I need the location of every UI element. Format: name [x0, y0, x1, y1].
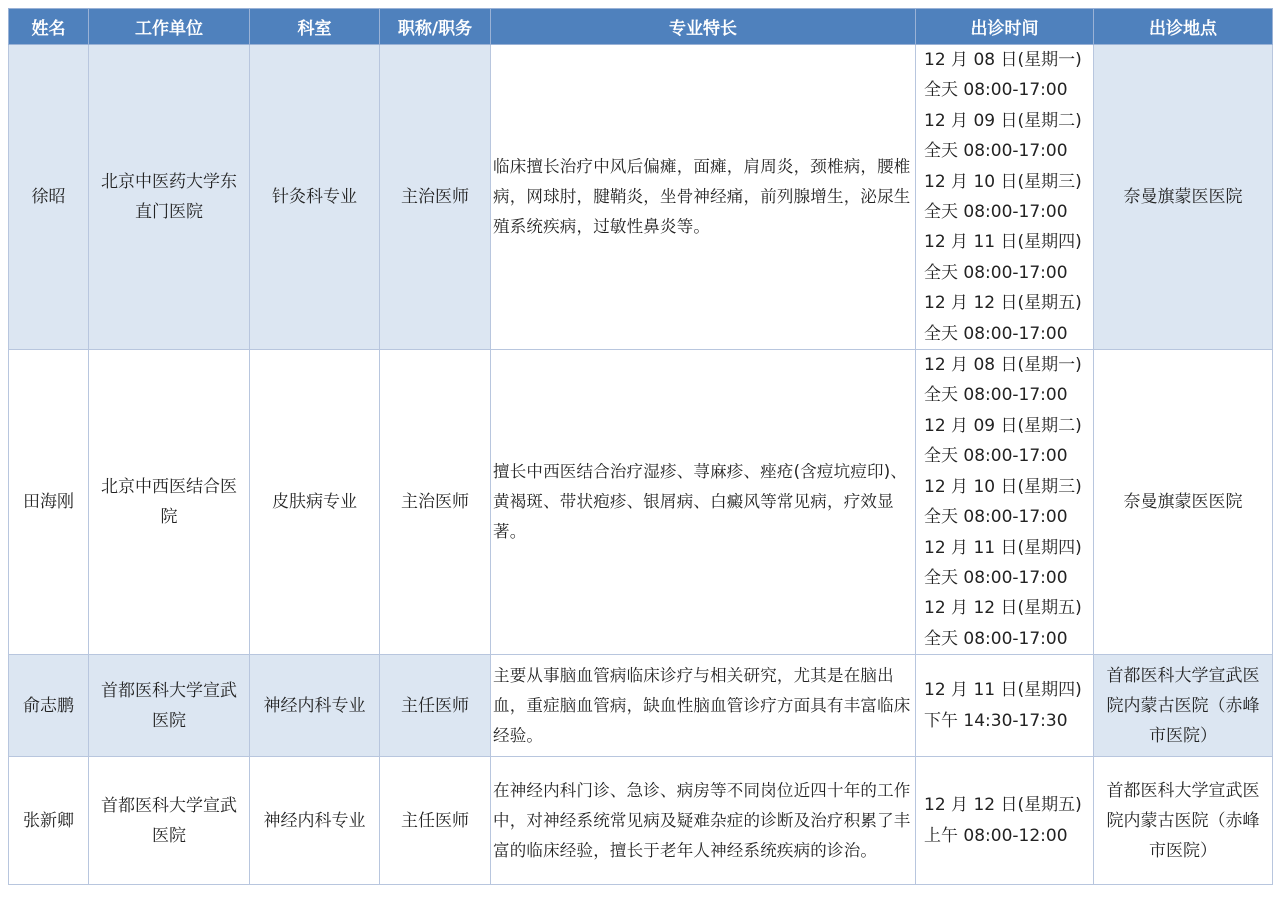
doctor-schedule	[916, 350, 1094, 655]
doctor-title: 主治医师	[380, 350, 491, 655]
doctor-department: 神经内科专业	[250, 757, 380, 885]
doctor-schedule	[916, 655, 1094, 757]
header-specialty: 专业特长	[491, 9, 916, 45]
schedule-line: 12 月 10 日(星期三)	[924, 171, 1082, 192]
schedule-line: 12 月 11 日(星期四)	[924, 537, 1082, 558]
schedule-line: 12 月 12 日(星期五)	[924, 293, 1082, 314]
doctor-location: 奈曼旗蒙医医院	[1094, 45, 1273, 350]
doctor-department: 针灸科专业	[250, 45, 380, 350]
schedule-line: 12 月 09 日(星期二)	[924, 415, 1082, 436]
schedule-line: 全天 08:00-17:00	[924, 262, 1068, 283]
schedule-line: 全天 08:00-17:00	[924, 202, 1068, 223]
header-unit: 工作单位	[89, 9, 250, 45]
doctor-department: 神经内科专业	[250, 655, 380, 757]
doctor-specialty: 临床擅长治疗中风后偏瘫，面瘫，肩周炎，颈椎病，腰椎病，网球肘，腱鞘炎，坐骨神经痛，前列腺增生，泌尿生殖系统疾病，过敏性鼻炎等。	[491, 45, 916, 350]
doctor-unit: 首都医科大学宣武医院	[89, 655, 250, 757]
doctor-schedule	[916, 757, 1094, 885]
schedule-line: 全天 08:00-17:00	[924, 628, 1068, 649]
schedule-line: 全天 08:00-17:00	[924, 385, 1068, 406]
doctor-title: 主治医师	[380, 45, 491, 350]
header-name: 姓名	[9, 9, 89, 45]
schedule-line: 全天 08:00-17:00	[924, 567, 1068, 588]
schedule-line: 全天 08:00-17:00	[924, 507, 1068, 528]
schedule-line: 全天 08:00-17:00	[924, 446, 1068, 467]
doctor-name: 张新卿	[9, 757, 89, 885]
doctor-unit: 北京中医药大学东直门医院	[89, 45, 250, 350]
doctor-schedule	[916, 45, 1094, 350]
schedule-line: 全天 08:00-17:00	[924, 141, 1068, 162]
table-header-row	[9, 9, 1273, 45]
doctor-specialty: 在神经内科门诊、急诊、病房等不同岗位近四十年的工作中，对神经系统常见病及疑难杂症的诊断及治疗积累了丰富的临床经验，擅长于老年人神经系统疾病的诊治。	[491, 757, 916, 885]
doctor-schedule-table	[8, 8, 1273, 885]
schedule-line: 12 月 12 日(星期五)	[924, 598, 1082, 619]
table-row	[9, 655, 1273, 757]
table-row	[9, 350, 1273, 655]
doctor-location: 首都医科大学宣武医院内蒙古医院（赤峰市医院）	[1094, 655, 1273, 757]
schedule-line: 全天 08:00-17:00	[924, 80, 1068, 101]
doctor-location: 奈曼旗蒙医医院	[1094, 350, 1273, 655]
doctor-name: 俞志鹏	[9, 655, 89, 757]
header-schedule: 出诊时间	[916, 9, 1094, 45]
header-title: 职称/职务	[380, 9, 491, 45]
schedule-line: 12 月 11 日(星期四)	[924, 680, 1082, 701]
doctor-name: 田海刚	[9, 350, 89, 655]
doctor-title: 主任医师	[380, 757, 491, 885]
schedule-line: 12 月 08 日(星期一)	[924, 355, 1082, 376]
doctor-unit: 首都医科大学宣武医院	[89, 757, 250, 885]
schedule-line: 12 月 08 日(星期一)	[924, 50, 1082, 70]
doctor-specialty: 擅长中西医结合治疗湿疹、荨麻疹、痤疮(含痘坑痘印)、黄褐斑、带状疱疹、银屑病、白癜风等常见病，疗效显著。	[491, 350, 916, 655]
table-row	[9, 757, 1273, 885]
table-row	[9, 45, 1273, 350]
schedule-line: 12 月 11 日(星期四)	[924, 232, 1082, 253]
schedule-sheet	[8, 8, 1272, 885]
doctor-unit: 北京中西医结合医院	[89, 350, 250, 655]
doctor-title: 主任医师	[380, 655, 491, 757]
schedule-line: 下午 14:30-17:30	[924, 710, 1068, 731]
doctor-department: 皮肤病专业	[250, 350, 380, 655]
header-location: 出诊地点	[1094, 9, 1273, 45]
schedule-line: 全天 08:00-17:00	[924, 323, 1068, 344]
schedule-line: 12 月 10 日(星期三)	[924, 476, 1082, 497]
schedule-line: 12 月 09 日(星期二)	[924, 110, 1082, 131]
doctor-location: 首都医科大学宣武医院内蒙古医院（赤峰市医院）	[1094, 757, 1273, 885]
header-department: 科室	[250, 9, 380, 45]
doctor-specialty: 主要从事脑血管病临床诊疗与相关研究，尤其是在脑出血，重症脑血管病，缺血性脑血管诊疗方面具有丰富临床经验。	[491, 655, 916, 757]
doctor-name: 徐昭	[9, 45, 89, 350]
schedule-line: 12 月 12 日(星期五)	[924, 795, 1082, 816]
schedule-line: 上午 08:00-12:00	[924, 825, 1068, 846]
